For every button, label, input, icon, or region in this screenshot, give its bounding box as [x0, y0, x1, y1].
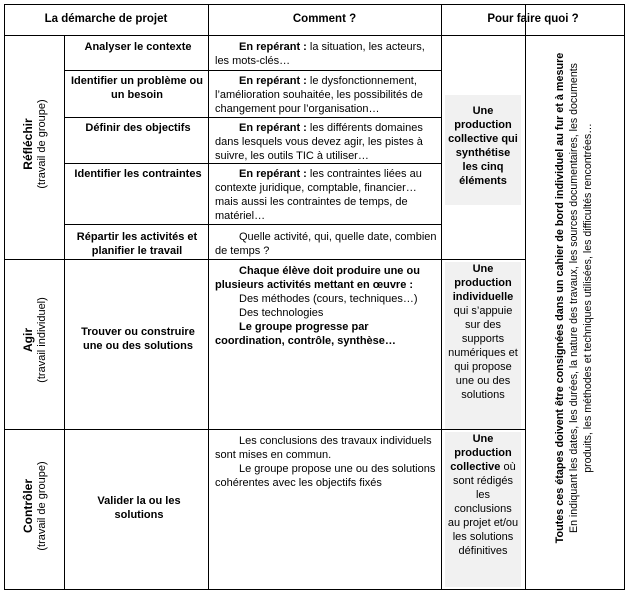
step-label: Définir des objectifs: [85, 122, 191, 134]
step-description: [215, 40, 437, 68]
agir-line: Des technologies: [239, 307, 324, 319]
phase-reflechir: [21, 56, 49, 232]
output-controler-rest: où sont rédigés les conclusions au projet et/ou les solutions définitives: [447, 461, 519, 557]
how-text: Quelle activité, qui, quelle date, combien de temps ?: [215, 231, 437, 257]
controler-line: Les conclusions des travaux individuels sont mises en commun.: [215, 435, 432, 461]
agir-line: Des méthodes (cours, techniques…): [239, 293, 418, 305]
header-pour-faire-quoi: Pour faire quoi ?: [487, 13, 579, 25]
how-keyword: En repérant :: [239, 41, 307, 53]
step-label-controler: Valider la ou les solutions: [97, 495, 181, 521]
how-text: les différents domaines dans lesquels vous devez agir, les pistes à suivre, les outils TIC à utiliser…: [215, 122, 423, 162]
header-comment: Comment ?: [292, 13, 357, 25]
phase-mode: (travail individuel): [36, 297, 48, 383]
side-note-line: En indiquant les dates, les durées, la nature des travaux, les sources documentaires, les documents: [568, 63, 580, 533]
output-controler-bold: Une production collective: [450, 433, 512, 473]
output-agir-bold: Une production individuelle: [452, 263, 514, 303]
step-label: Identifier les contraintes: [74, 168, 202, 180]
phase-controler: [21, 418, 49, 594]
how-keyword: En repérant :: [239, 122, 307, 134]
output-agir-rest: qui s’appuie sur des supports numériques et qui propose une ou des solutions: [448, 305, 518, 401]
output-agir: [447, 262, 519, 402]
step-label: Répartir les activités et planifier le travail: [76, 231, 198, 257]
phase-name: Réfléchir: [21, 118, 35, 170]
agir-line: Le groupe progresse par coordination, contrôle, synthèse…: [215, 321, 396, 347]
phase-mode: (travail de groupe): [36, 99, 48, 189]
output-controler: [447, 432, 519, 558]
output-reflechir: Une production collective qui synthétise les cinq éléments: [448, 105, 518, 187]
phase-name: Contrôler: [21, 479, 35, 533]
phase-name: Agir: [21, 328, 35, 352]
agir-line: Chaque élève doit produire une ou plusieurs activités mettant en œuvre :: [215, 265, 420, 291]
side-note: [553, 28, 595, 568]
phase-agir: [21, 252, 49, 428]
header-demarche: La démarche de projet: [44, 13, 168, 25]
side-note-line: produits, les méthodes et techniques utilisées, les difficultés rencontrées…: [582, 123, 594, 473]
controler-line: Le groupe propose une ou des solutions cohérentes avec les objectifs fixés: [215, 463, 436, 489]
agir-description: [215, 264, 437, 348]
how-keyword: En repérant :: [239, 168, 307, 180]
controler-description: [215, 434, 437, 490]
step-description: [215, 121, 437, 163]
how-text: la situation, les acteurs, les mots-clés…: [215, 41, 425, 67]
step-label-agir: Trouver ou construire une ou des solutions: [81, 326, 195, 352]
side-note-bold: Toutes ces étapes doivent être consignées dans un cahier de bord individuel au fur et à mesure: [554, 52, 566, 544]
how-text: les contraintes liées au contexte juridique, comptable, financier… mais aussi les contraintes de temps, de matériel…: [215, 168, 422, 222]
step-description: [215, 167, 437, 223]
how-text: le dysfonctionnement, l’amélioration souhaitée, les possibilités de changement pour l’organisation…: [215, 75, 423, 115]
step-description: [215, 74, 437, 116]
phase-mode: (travail de groupe): [36, 461, 48, 551]
step-description: [215, 230, 437, 258]
how-keyword: En repérant :: [239, 75, 307, 87]
step-label: Analyser le contexte: [84, 41, 192, 53]
step-label: Identifier un problème ou un besoin: [70, 75, 203, 101]
